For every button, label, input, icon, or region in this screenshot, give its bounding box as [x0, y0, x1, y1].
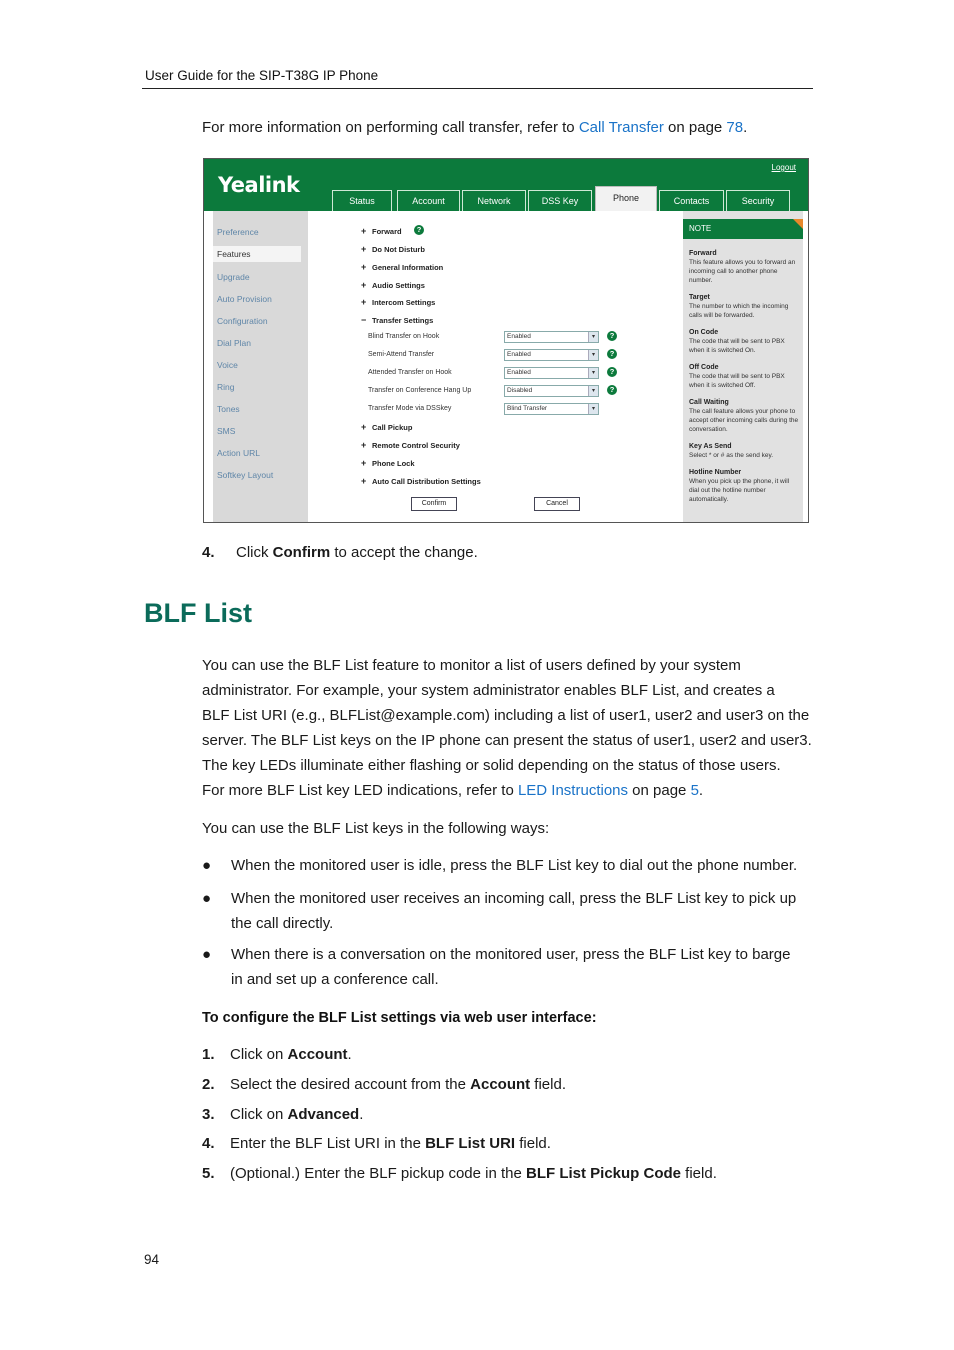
section-audio-settings[interactable]: + Audio Settings [361, 280, 425, 290]
section-forward[interactable]: + Forward [361, 226, 402, 236]
tab-dss-key[interactable]: DSS Key [528, 190, 592, 211]
note-target: Target The number to which the incoming calls will be forwarded. [689, 294, 789, 319]
note-panel [683, 211, 803, 522]
note-call-waiting: Call Waiting The call feature allows your phone to accept other incoming calls during the conversation. [689, 399, 799, 433]
help-icon[interactable]: ? [607, 367, 617, 377]
note-hotline-number: Hotline Number When you pick up the phone, it will dial out the hotline number automatically. [689, 469, 790, 503]
blind-transfer-on-hook-select[interactable]: Enabled ▾ [504, 331, 599, 343]
expand-icon: + [361, 458, 367, 468]
section-remote-control-security[interactable]: + Remote Control Security [361, 440, 460, 450]
sidebar-item-preference[interactable]: Preference [217, 227, 259, 237]
setting-label: Attended Transfer on Hook [368, 369, 452, 376]
sidebar-item-dial-plan[interactable]: Dial Plan [217, 338, 252, 348]
section-phone-lock[interactable]: + Phone Lock [361, 458, 415, 468]
setting-label: Transfer Mode via DSSkey [368, 405, 452, 412]
section-call-pickup[interactable]: + Call Pickup [361, 422, 413, 432]
section-transfer-settings[interactable]: − Transfer Settings [361, 315, 434, 325]
procedure-step: 4. Enter the BLF List URI in the BLF List URI field. [202, 1135, 551, 1152]
bullet-icon: ● [202, 857, 212, 874]
sidebar-item-upgrade[interactable]: Upgrade [217, 272, 250, 282]
procedure-heading: To configure the BLF List settings via web user interface: [202, 1010, 597, 1026]
note-forward: Forward This feature allows you to forward an incoming call to another phone number. [689, 250, 796, 284]
bullet-icon: ● [202, 946, 212, 963]
sidebar-item-tones[interactable]: Tones [217, 404, 240, 414]
chevron-down-icon: ▾ [588, 368, 598, 378]
procedure-step: 3. Click on Advanced. [202, 1106, 364, 1123]
note-header: NOTE [683, 219, 803, 239]
sidebar-item-softkey-layout[interactable]: Softkey Layout [217, 470, 274, 480]
web-ui-screenshot [203, 158, 809, 523]
chevron-down-icon: ▾ [588, 332, 598, 342]
logout-link[interactable]: Logout [771, 163, 796, 172]
expand-icon: + [361, 280, 367, 290]
list-item: ● When the monitored user receives an incoming call, press the BLF List key to pick up the call directly. [202, 886, 817, 936]
sidebar-item-configuration[interactable]: Configuration [217, 316, 268, 326]
list-item: ● When the monitored user is idle, press the BLF List key to dial out the phone number. [202, 853, 817, 878]
led-instructions-link[interactable]: LED Instructions [517, 782, 628, 799]
chevron-down-icon: ▾ [588, 386, 598, 396]
web-ui-main-panel [312, 211, 678, 522]
note-key-as-send: Key As Send Select * or # as the send key. [689, 443, 774, 459]
procedure-step: 2. Select the desired account from the Account field. [202, 1076, 566, 1093]
note-on-code: On Code The code that will be sent to PBX when it is switched On. [689, 329, 785, 354]
help-icon[interactable]: ? [607, 349, 617, 359]
section-intercom-settings[interactable]: + Intercom Settings [361, 297, 436, 307]
intro-paragraph: For more information on performing call transfer, refer to Call Transfer on page 78. [202, 119, 748, 136]
tab-security[interactable]: Security [726, 190, 790, 211]
procedure-step: 1. Click on Account. [202, 1046, 352, 1063]
setting-label: Transfer on Conference Hang Up [368, 387, 472, 394]
expand-icon: + [361, 262, 367, 272]
sidebar-item-features[interactable]: Features [213, 246, 301, 262]
sidebar-item-action-url[interactable]: Action URL [217, 448, 260, 458]
setting-label: Semi-Attend Transfer [368, 351, 435, 358]
help-icon[interactable]: ? [607, 385, 617, 395]
list-item: ● When there is a conversation on the monitored user, press the BLF List key to barge in and set up a conference call. [202, 942, 817, 992]
note-corner-icon [793, 219, 803, 229]
tab-phone[interactable]: Phone [595, 186, 657, 212]
expand-icon: + [361, 297, 367, 307]
tab-contacts[interactable]: Contacts [659, 190, 724, 211]
bullet-icon: ● [202, 890, 212, 907]
expand-icon: + [361, 226, 367, 236]
tab-account[interactable]: Account [397, 190, 460, 211]
section-general-information[interactable]: + General Information [361, 262, 444, 272]
chevron-down-icon: ▾ [588, 350, 598, 360]
sidebar-item-sms[interactable]: SMS [217, 426, 236, 436]
collapse-icon: − [361, 315, 367, 325]
chevron-down-icon: ▾ [588, 404, 598, 414]
tab-network[interactable]: Network [462, 190, 526, 211]
call-transfer-link[interactable]: Call Transfer [578, 119, 664, 136]
setting-label: Blind Transfer on Hook [368, 333, 440, 340]
expand-icon: + [361, 422, 367, 432]
web-ui-topbar [204, 159, 808, 211]
blf-description: You can use the BLF List feature to monitor a list of users defined by your system administrator. For example, your system administrator enables BLF List, and creates a BLF List URI (e.g., BLFList@example.com) including a list of user1, user2 and user3 on the server. The BLF List keys on the IP phone can present the status of user1, user2 and user3. The key LEDs illuminate either flashing or solid depending on the status of those users. For more BLF List key LED indications, refer to LED Instructions on page 5. [202, 657, 812, 799]
section-title: BLF List [144, 598, 252, 628]
tab-status[interactable]: Status [332, 190, 392, 211]
yealink-logo: Yealink [218, 173, 300, 197]
expand-icon: + [361, 440, 367, 450]
section-auto-call-distribution[interactable]: + Auto Call Distribution Settings [361, 476, 481, 486]
transfer-on-conference-hang-up-select[interactable]: Disabled ▾ [504, 385, 599, 397]
cancel-button[interactable]: Cancel [534, 497, 580, 511]
attended-transfer-on-hook-select[interactable]: Enabled ▾ [504, 367, 599, 379]
expand-icon: + [361, 476, 367, 486]
section-do-not-disturb[interactable]: + Do Not Disturb [361, 244, 425, 254]
page-78-link[interactable]: 78 [726, 119, 744, 136]
confirm-button[interactable]: Confirm [411, 497, 457, 511]
ways-intro: You can use the BLF List keys in the following ways: [202, 820, 550, 837]
page-number: 94 [144, 1252, 160, 1267]
expand-icon: + [361, 244, 367, 254]
semi-attend-transfer-select[interactable]: Enabled ▾ [504, 349, 599, 361]
running-header: User Guide for the SIP-T38G IP Phone [145, 68, 379, 83]
note-off-code: Off Code The code that will be sent to PBX when it is switched Off. [689, 364, 785, 389]
sidebar-item-auto-provision[interactable]: Auto Provision [217, 294, 272, 304]
procedure-step: 5. (Optional.) Enter the BLF pickup code in the BLF List Pickup Code field. [202, 1165, 717, 1182]
sidebar-item-voice[interactable]: Voice [217, 360, 238, 370]
help-icon[interactable]: ? [607, 331, 617, 341]
transfer-mode-via-dsskey-select[interactable]: Blind Transfer ▾ [504, 403, 599, 415]
forward-help-icon[interactable]: ? [414, 225, 424, 235]
confirm-step: 4. Click Confirm to accept the change. [202, 544, 478, 561]
page-5-link[interactable]: 5 [690, 782, 699, 799]
sidebar-item-ring[interactable]: Ring [217, 382, 235, 392]
header-rule [142, 88, 813, 89]
